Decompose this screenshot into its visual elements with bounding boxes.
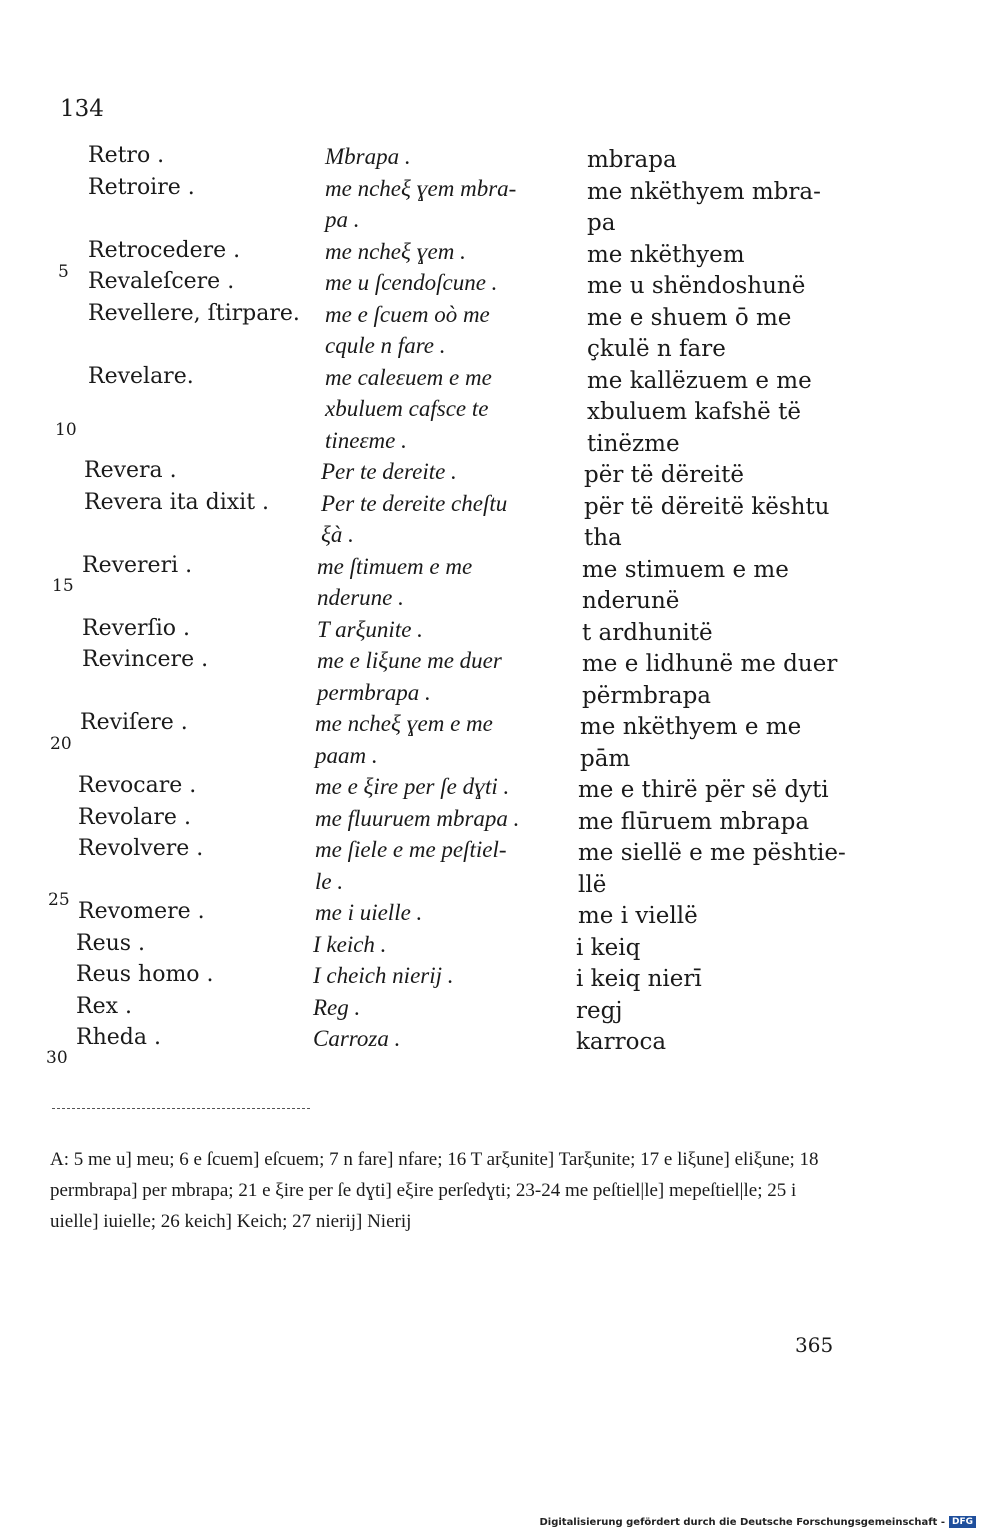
- latin-headword: Rheda .: [76, 1025, 161, 1050]
- line-number: 30: [46, 1048, 68, 1068]
- original-gloss-line: ξà .: [321, 522, 354, 547]
- latin-headword: Revolare .: [78, 804, 191, 830]
- original-gloss-line: me ncheξ ɣem e me: [315, 711, 493, 736]
- latin-headword: Reus homo .: [76, 962, 214, 987]
- transcription-line: karroca: [576, 1029, 667, 1055]
- transcription-line: përmbrapa: [582, 682, 712, 709]
- transcription-line: pām: [580, 745, 631, 772]
- original-gloss-line: me e ξire per ſe dɣti .: [315, 774, 510, 799]
- transcription-line: me stimuem e me: [582, 556, 789, 583]
- latin-headword: Retroire .: [88, 174, 195, 200]
- original-gloss-line: pa .: [325, 207, 360, 232]
- transcription-line: për të dëreitë: [584, 462, 744, 488]
- latin-headword: Revincere .: [82, 647, 209, 672]
- original-gloss-line: me ſtimuem e me: [317, 553, 473, 579]
- transcription-line: me flūruem mbrapa: [578, 808, 810, 835]
- original-gloss-line: permbrapa .: [317, 679, 431, 705]
- transcription-line: me i viellë: [578, 903, 698, 929]
- latin-headword: Revera ita dixit .: [84, 489, 270, 515]
- transcription-line: çkulë n fare: [587, 336, 726, 362]
- transcription-line: tha: [584, 525, 622, 551]
- original-gloss-line: tineεme .: [325, 427, 407, 453]
- transcription-line: mbrapa: [587, 147, 677, 173]
- original-gloss-line: me ncheξ ɣem .: [325, 238, 466, 264]
- original-gloss-line: Per te dereite .: [321, 459, 457, 484]
- original-gloss-line: le .: [315, 868, 344, 894]
- transcription-line: me nkëthyem mbra-: [587, 178, 821, 205]
- original-gloss-line: Per te dereite cheſtu: [321, 490, 508, 516]
- original-gloss-line: cqule n fare .: [325, 333, 446, 358]
- latin-headword: Revereri .: [82, 552, 193, 578]
- transcription-line: i keiq nierī: [576, 966, 702, 992]
- latin-headword: Rex .: [76, 993, 132, 1019]
- latin-headword: Revaleſcere .: [88, 269, 235, 294]
- transcription-line: me nkëthyem e me: [580, 714, 802, 740]
- original-gloss-line: me i uielle .: [315, 900, 423, 925]
- transcription-line: me e lidhunë me duer: [582, 651, 838, 677]
- transcription-line: t ardhunitë: [582, 619, 713, 646]
- dfg-logo: DFG: [949, 1516, 976, 1528]
- footnote-apparatus: A: 5 me u] meu; 6 e ſcuem] eſcuem; 7 n fare] nfare; 16 T arξunite] Tarξunite; 17 e liξune] eliξune; 18 permbrapa] per mbrapa; 21 e ξire per ſe dɣti] eξire perſedɣti; 23-24 me peſtiel|le] mepeſtiel|le; 25 i uielle] iuielle; 26 keich] Keich; 27 nierij] Nierij: [50, 1149, 819, 1232]
- transcription-line: xbuluem kafshë të: [587, 399, 801, 425]
- line-number: 5: [58, 262, 69, 282]
- original-gloss-line: Mbrapa .: [325, 144, 411, 169]
- original-gloss-line: me ſiele e me peſtiel-: [315, 837, 507, 862]
- transcription-line: tinëzme: [587, 430, 680, 457]
- latin-headword: Revellere, ſtirpare.: [88, 300, 300, 326]
- transcription-line: regj: [576, 997, 623, 1024]
- original-gloss-line: I cheich nierij .: [313, 963, 454, 988]
- transcription-line: me nkëthyem: [587, 241, 745, 268]
- transcription-line: me u shëndoshunë: [587, 273, 806, 299]
- latin-headword: Revera .: [84, 458, 177, 483]
- transcription-line: i keiq: [576, 934, 641, 961]
- page-number-top: 134: [60, 96, 104, 122]
- original-gloss-line: Carroza .: [313, 1026, 401, 1051]
- original-gloss-line: me caleεuem e me: [325, 364, 492, 390]
- latin-headword: Reus .: [76, 930, 146, 956]
- transcription-line: për të dëreitë kështu: [584, 493, 830, 520]
- credit-text: Digitalisierung gefördert durch die Deutsche Forschungsgemeinschaft -: [539, 1516, 945, 1528]
- line-number: 25: [48, 890, 70, 910]
- latin-headword: Revolvere .: [78, 836, 204, 861]
- original-gloss-line: me e liξune me duer: [317, 648, 502, 673]
- original-gloss-line: me u ſcendoſcune .: [325, 270, 498, 295]
- page-number-bottom: 365: [795, 1333, 834, 1357]
- transcription-line: me e shuem ō me: [587, 304, 792, 331]
- original-gloss-line: me fluuruem mbrapa .: [315, 805, 520, 831]
- latin-headword: Revomere .: [78, 899, 205, 924]
- line-number: 20: [50, 734, 72, 754]
- transcription-line: pa: [587, 210, 616, 236]
- footnote-separator: [52, 1108, 310, 1109]
- line-number: 15: [52, 576, 74, 596]
- latin-headword: Retro .: [88, 143, 165, 168]
- original-gloss-line: Reg .: [313, 994, 361, 1020]
- line-number: 10: [55, 420, 77, 440]
- latin-headword: Revelare.: [88, 363, 194, 389]
- transcription-line: me kallëzuem e me: [587, 367, 812, 394]
- transcription-line: me siellë e me pështie-: [578, 840, 846, 866]
- original-gloss-line: me ncheξ ɣem mbra-: [325, 175, 517, 201]
- transcription-line: me e thirë për së dyti: [578, 777, 829, 803]
- original-gloss-line: paam .: [315, 742, 378, 768]
- original-gloss-line: me e ſcuem oò me: [325, 301, 490, 327]
- latin-headword: Reverſio .: [82, 615, 190, 641]
- original-gloss-line: xbuluem cafsce te: [325, 396, 489, 421]
- original-gloss-line: T arξunite .: [317, 616, 423, 642]
- latin-headword: Revocare .: [78, 773, 197, 798]
- latin-headword: Reviſere .: [80, 710, 188, 735]
- digitization-credit: [539, 1516, 976, 1528]
- transcription-line: llë: [578, 871, 607, 898]
- latin-headword: Retrocedere .: [88, 237, 241, 263]
- original-gloss-line: nderune .: [317, 585, 404, 610]
- transcription-line: nderunë: [582, 588, 680, 614]
- original-gloss-line: I keich .: [313, 931, 387, 957]
